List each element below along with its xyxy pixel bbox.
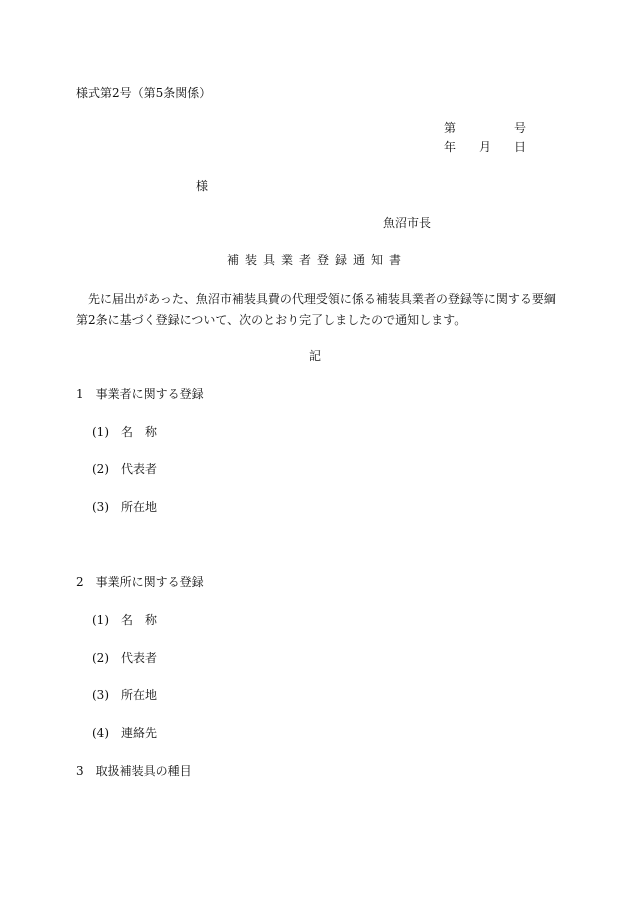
section-2-item-address: (3) 所在地 (92, 688, 157, 702)
issuer-name: 魚沼市長 (383, 216, 432, 230)
body-line-2: 第2条に基づく登録について、次のとおり完了しましたので通知します。 (76, 313, 467, 327)
date-month: 月 (479, 140, 492, 154)
section-1-heading: 1 事業者に関する登録 (76, 387, 204, 401)
number-prefix: 第 (444, 121, 457, 135)
form-label: 様式第2号（第5条関係） (76, 86, 212, 100)
document-title: 補装具業者登録通知書 (227, 253, 408, 267)
date-day: 日 (514, 140, 527, 154)
section-2-heading: 2 事業所に関する登録 (76, 575, 204, 589)
number-suffix: 号 (514, 121, 527, 135)
section-1-item-name: (1) 名 称 (92, 425, 157, 439)
ki-heading: 記 (309, 349, 322, 363)
date-year: 年 (444, 140, 457, 154)
section-3-heading: 3 取扱補装具の種目 (76, 764, 192, 778)
section-2-item-representative: (2) 代表者 (92, 651, 157, 665)
section-1-item-address: (3) 所在地 (92, 500, 157, 514)
section-2-item-contact: (4) 連絡先 (92, 726, 157, 740)
body-line-1: 先に届出があった、魚沼市補装具費の代理受領に係る補装具業者の登録等に関する要綱 (88, 292, 556, 306)
section-1-item-representative: (2) 代表者 (92, 462, 157, 476)
section-2-item-name: (1) 名 称 (92, 613, 157, 627)
addressee-suffix: 様 (196, 179, 209, 193)
